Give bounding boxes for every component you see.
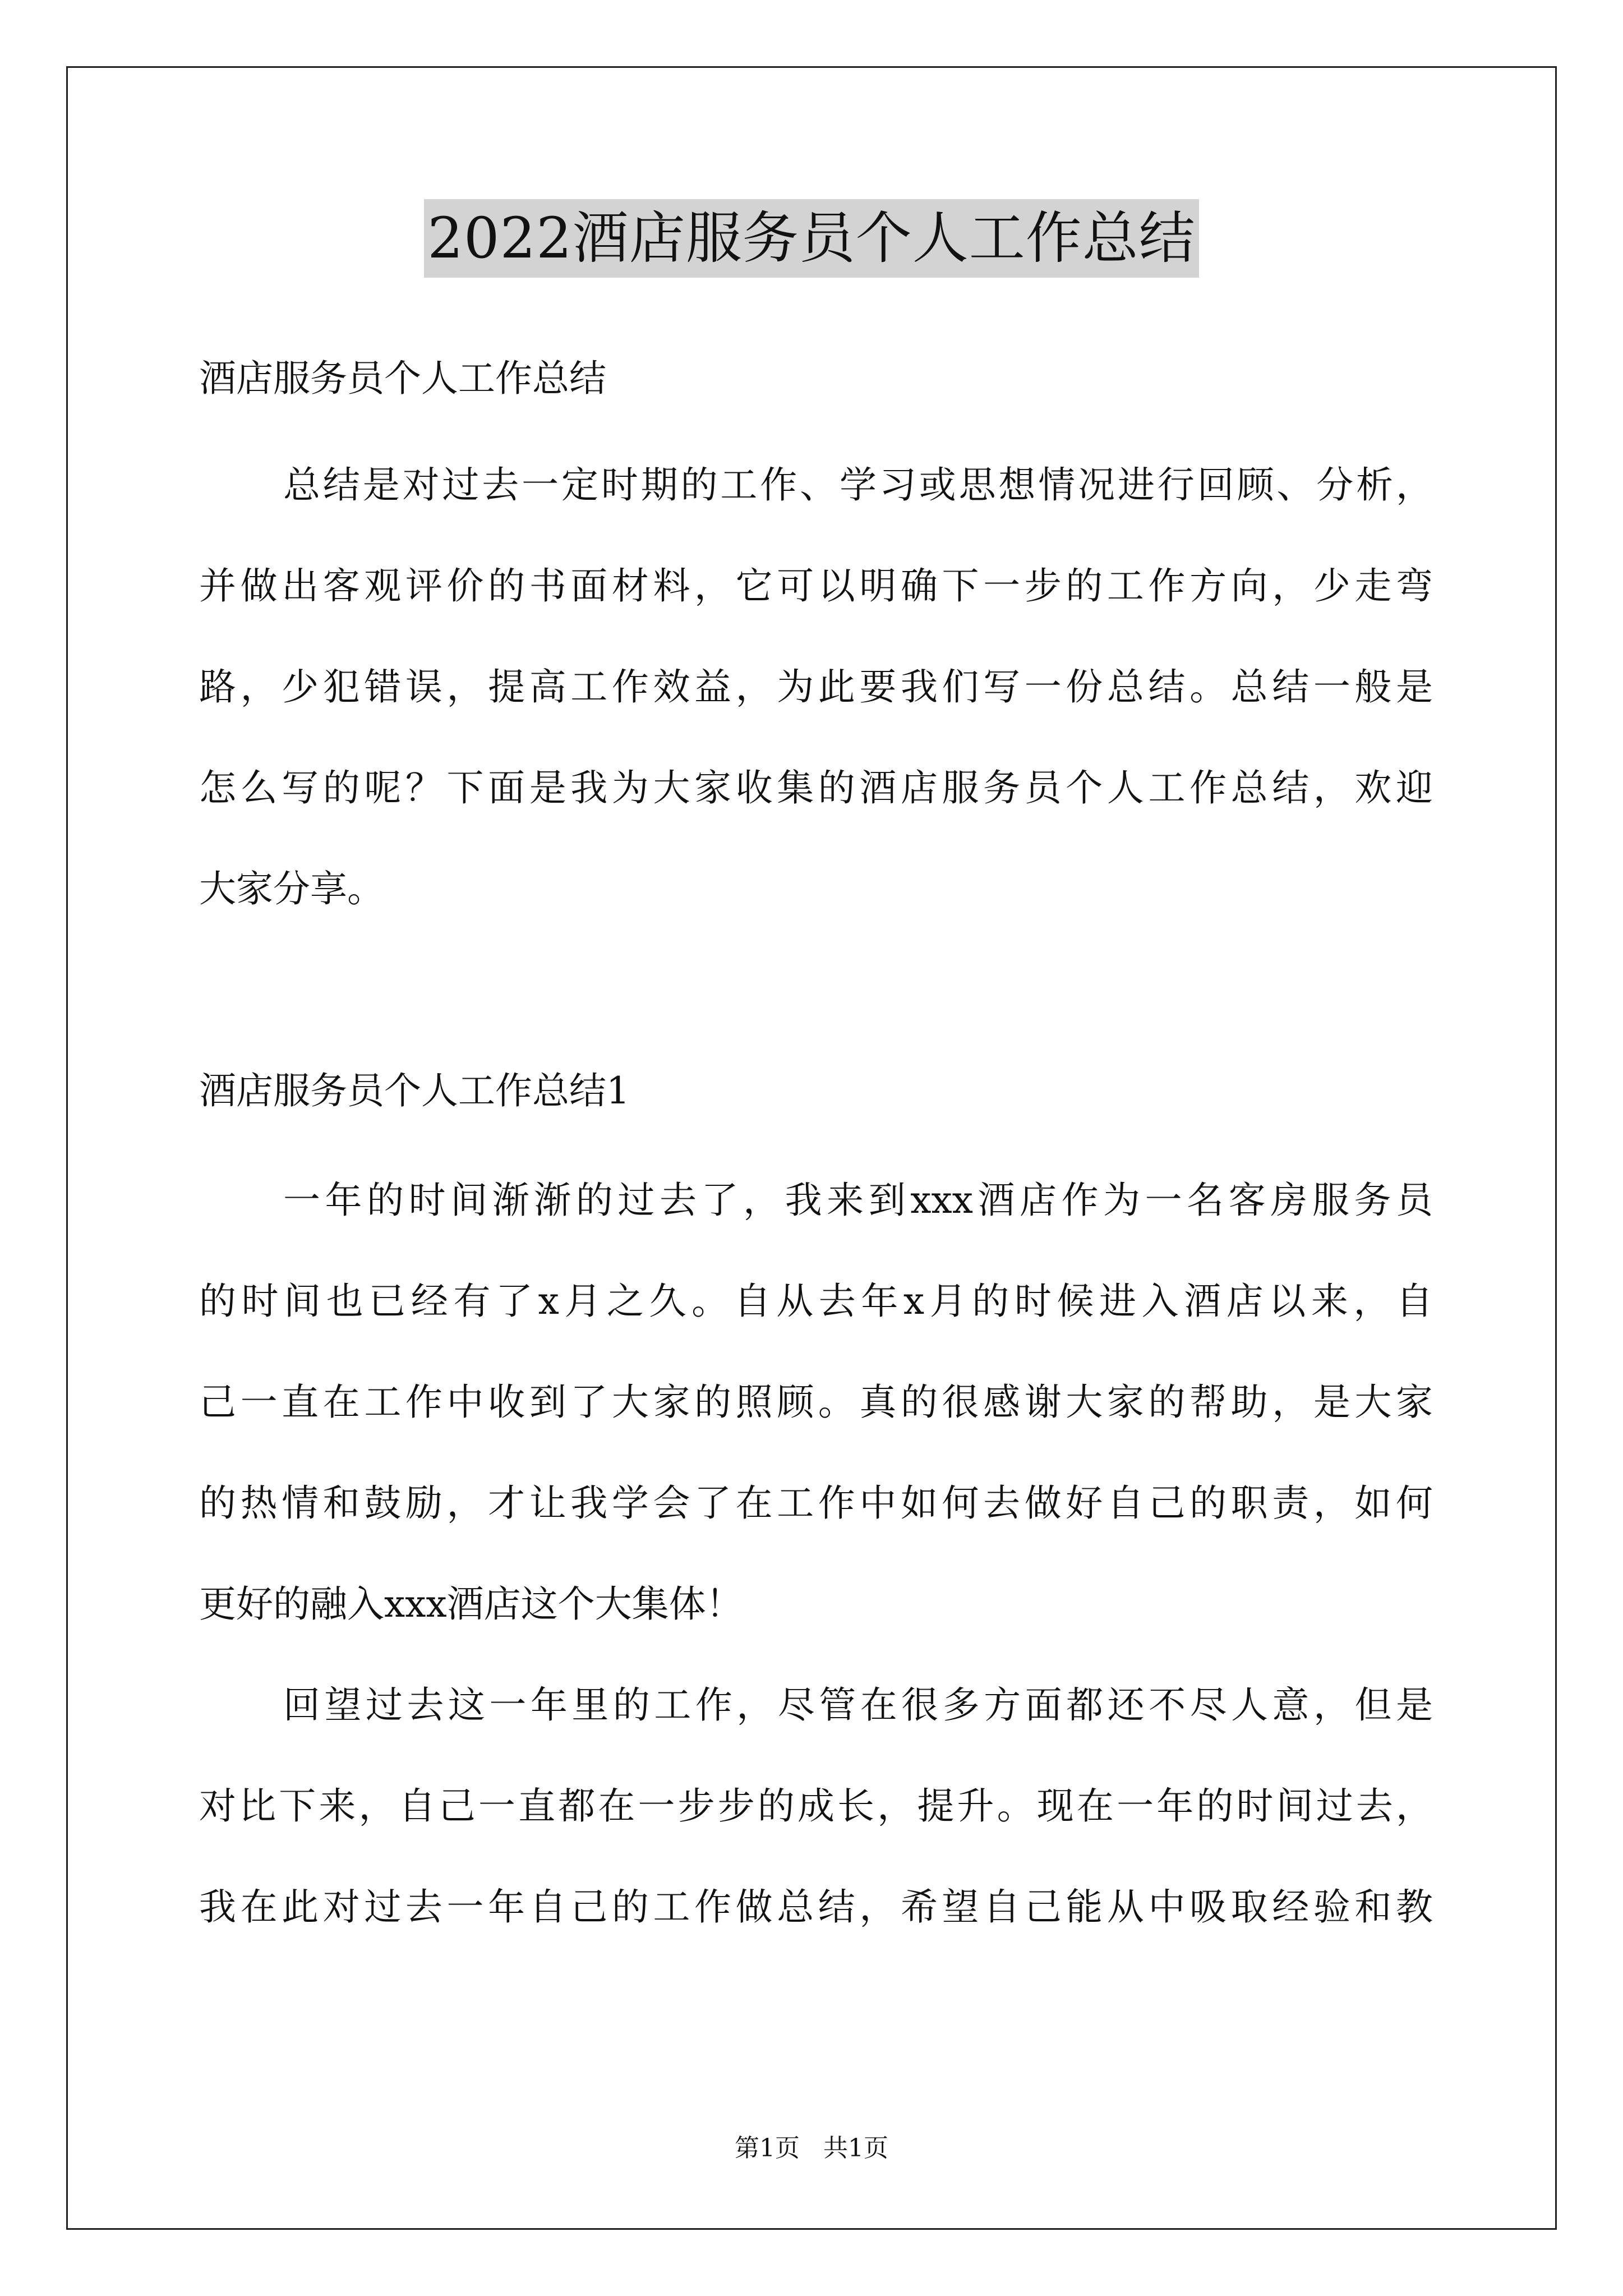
section-1-line: 一年的时间渐渐的过去了，我来到xxx酒店作为一名客房服务员	[283, 1179, 1433, 1222]
document-title: 2022酒店服务员个人工作总结	[424, 199, 1199, 278]
intro-line: 大家分享。	[199, 867, 384, 910]
section-1-line: 己一直在工作中收到了大家的照顾。真的很感谢大家的帮助，是大家	[199, 1381, 1433, 1424]
intro-heading: 酒店服务员个人工作总结	[199, 357, 606, 400]
section-1-line: 的时间也已经有了x月之久。自从去年x月的时候进入酒店以来，自	[199, 1280, 1433, 1323]
section-1-line: 更好的融入xxx酒店这个大集体！	[199, 1582, 743, 1626]
intro-line: 怎么写的呢？下面是我为大家收集的酒店服务员个人工作总结，欢迎	[199, 766, 1433, 809]
intro-line: 路，少犯错误，提高工作效益，为此要我们写一份总结。总结一般是	[199, 665, 1433, 708]
title-container	[0, 199, 1623, 278]
intro-line: 并做出客观评价的书面材料，它可以明确下一步的工作方向，少走弯	[199, 564, 1433, 608]
intro-line: 总结是对过去一定时期的工作、学习或思想情况进行回顾、分析，	[283, 463, 1433, 507]
section-1-line: 对比下来，自己一直都在一步步的成长，提升。现在一年的时间过去，	[199, 1784, 1433, 1828]
section-1-heading: 酒店服务员个人工作总结1	[199, 1069, 630, 1112]
section-1-line: 我在此对过去一年自己的工作做总结，希望自己能从中吸取经验和教	[199, 1885, 1433, 1929]
page-footer: 第1页 共1页	[735, 2134, 888, 2162]
section-1-line: 回望过去这一年里的工作，尽管在很多方面都还不尽人意，但是	[283, 1683, 1433, 1727]
section-1-line: 的热情和鼓励，才让我学会了在工作中如何去做好自己的职责，如何	[199, 1481, 1433, 1525]
